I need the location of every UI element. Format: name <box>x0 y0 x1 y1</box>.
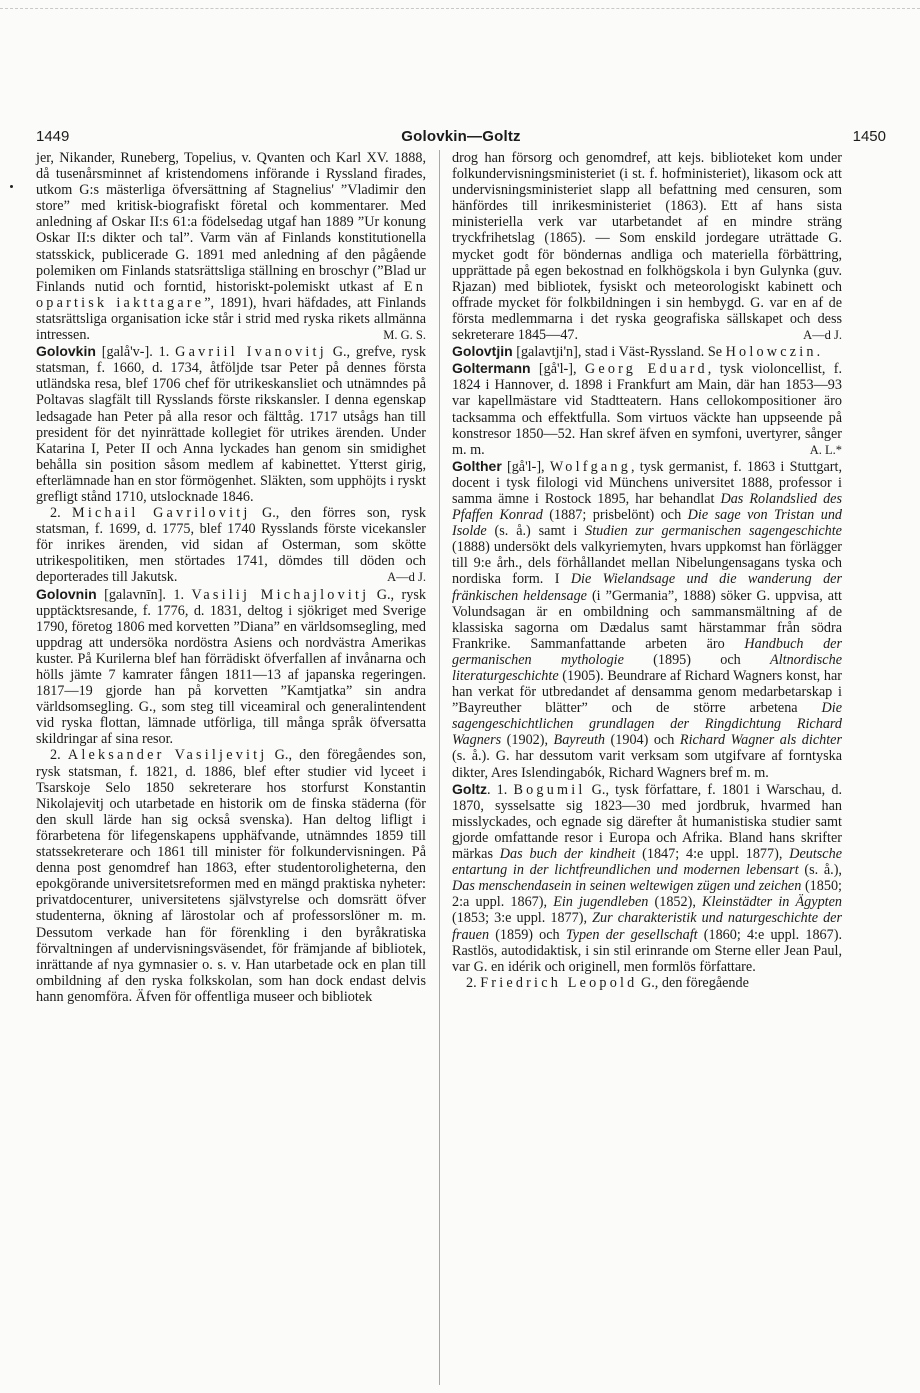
column-left <box>36 150 426 1005</box>
entry-goltz-2: 2. Friedrich Leopold G., den föregående <box>466 974 749 991</box>
page-number-right: 1450 <box>852 128 886 145</box>
margin-mark <box>10 185 13 188</box>
entry-golovnin-2: 2. Aleksander Vasiljevitj G., den föregåendes son, rysk statsman, f. 1821, d. 1886, blef efter studier vid lyceet i Tsarskoje Selo 1850 sekreterare hos storfurst Konstantin Nikolajevitj och utarbetade en historik om de finska städerna (för den skull lärde han sig också svenska). Han deltog lifligt i förarbetena för lifegenskapens upphäfvande, utnämndes 1859 till statssekreterare och 1861 till minister för folkundervisningen. På denna post genomdref han 1863, efter studentoroligheterna, den epokgörande universitetsreformen med en mängd praktiska nyheter: privatdocenturer, universitetens självstyrelse och domsrätt öfver studenterna, ökning af lärostolar och af professorslöner m. m. Dessutom verkade han för förenkling i den byråkratiska förvaltningen af undervisningsväsendet, för främjande af bibliotek, inrättande af nya gymnasier o. s. v. Han utarbetade ock en plan till ombildning af den ryska folkskolan, som han dock endast delvis hann genomföra. Äfven för offentliga museer och bibliotek <box>36 747 427 1005</box>
entry-golovkin-2: 2. Michail Gavrilovitj G., den förres son, rysk statsman, f. 1699, d. 1775, blef 1740 Rysslands förste vicekansler för inrikes ärenden, vid sidan af Osterman, som skötte utrikespolitiken, men störtades 1741, dömdes till döden och deporterades till Jakutsk. A—d J. <box>36 505 427 586</box>
page-header <box>36 128 886 150</box>
author-signature: A—d J. <box>387 570 426 585</box>
author-signature: A. L.* <box>809 442 842 457</box>
entry-golther: Golther [gå'l-], Wolfgang, tysk germanist, f. 1863 i Stuttgart, docent i tysk filologi vid Münchens universitet 1888, professor i samma ämne i Rostock 1895, har behandlat Das Rolandslied des Pfaffen Konrad (1887; prisbelönt) och Die sage von Tristan und Isolde (s. å.) samt i Studien zur germanischen sagengeschichte (1888) undersökt dels valkyriemyten, hvars uppkomst han förlägger till 9:e årh., dels förhållandet mellan Nibelungensagans tyska och nordiska form. I Die Wielandsage und die wanderung der fränkischen heldensage (i ”Germania”, 1888) söker G. uppvisa, att Volundsagan är en ombildning och sammansmältning af de klassiska sagorna om Dædalus samt härstammar från södra Frankrike. Sammanfattande arbeten äro Handbuch der germanischen mythologie (1895) och Altnordische literaturgeschichte (1905). Beundrare af Richard Wagners konst, har han verkat för utbredandet af densamma genom medarbetarskap i ”Bayreuther blätter” och de större arbetena Die sagengeschichtlichen grundlagen der Ringdichtung Richard Wagners (1902), Bayreuth (1904) och Richard Wagner als dichter (s. å.). G. har dessutom varit verksam som utgifvare af forntyska dikter, Ares Islendingabók, Richard Wagners bref m. m. <box>452 457 843 781</box>
entry-goltermann: Goltermann [gå'l-], Georg Eduard, tysk violoncellist, f. 1824 i Hannover, d. 1898 i Frankfurt am Main, där han 1853—93 var kapellmästare vid Stadtteatern. Hans cellokompositioner äro tacksamma och effektfulla. Som virtuos väckte han uppseende på konstresor 1850—52. Han skref äfven en symfoni, uvertyrer, sånger m. m. A. L.* <box>452 360 842 458</box>
entry-headword: Golovnin <box>36 585 97 602</box>
column-right <box>452 150 842 991</box>
entry-headword: Goltermann <box>452 360 531 377</box>
author-signature: A—d J. <box>803 328 842 343</box>
column-divider <box>439 150 440 1385</box>
entry-continuation: jer, Nikander, Runeberg, Topelius, v. Qvanten och Karl XV. 1888, då tusenårsminnet af kristendomens införande i Ryssland firades, utkom G:s mästerliga öfversättning af Stagnelius' ”Vladimir den store” med kritisk-biografiskt företal och kommentarer. Med anledning af Oskar II:s 61:a födelsedag utgaf han 1889 ”Ur konung Oskar II:s dikter och tal”. Varm vän af Finlands konstitutionella statsskick, publicerade G. 1891 med anledning af den pågående polemiken om Finlands statsrättsliga ställning en broschyr (”Blad ur Finlands nutid och forntid, historiskt-polemiskt utkast af En opartisk iakttagare”, 1891), hvari häfdades, att Finlands statsrättsliga organisation icke står i strid med ryska rikets allmänna intressen. M. G. S. <box>36 150 426 344</box>
entry-headword: Goltz <box>452 780 487 797</box>
author-signature: M. G. S. <box>383 328 426 343</box>
scan-edge-line <box>0 8 920 9</box>
entry-headword: Golther <box>452 457 502 474</box>
entry-headword: Golovkin <box>36 343 96 360</box>
entry-continuation: drog han försorg och genomdref, att kejs. biblioteket kom under folkundervisningsministeriet (i st. f. hofministeriet), likasom ock att undervisningsministeriet slapp all befattning med censuren, som hänfördes till inrikesministeriet (1863). Ett af hans sista ministeriella verk var utarbetandet af en mindre sträng tryckfrihetslag (1865). — Som enskild jordegare uträttade G. mycket godt för böndernas andliga och materiella förbättring, upprättade på egen bekostnad en folkhögskola i byn Gulynka (guv. Rjazan) med bibliotek, fysiskt och meteorologiskt kabinett och offrade mycket för folkbildningen i sin hembygd. G. var en af de första medlemmarna i det ryska geografiska sällskapet och dess sekreterare 1845—47. A—d J. <box>452 150 842 344</box>
entry-goltz: Goltz. 1. Bogumil G., tysk författare, f. 1801 i Warschau, d. 1870, sysselsatte sig 1823—30 med jordbruk, hvarmed han misslyckades, och egnade sig därefter åt humanistiska studier samt gjorde omfattande resor i Europa och Afrika. Bland hans skrifter märkas Das buch der kindheit (1847; 4:e uppl. 1877), Deutsche entartung in der lichtfreundlichen und modernen lebensart (s. å.), Das menschendasein in seinen weltewigen zügen und zeichen (1850; 2:a uppl. 1867), Ein jugendleben (1852), Kleinstädter in Ägypten (1853; 3:e uppl. 1877), Zur charakteristik und naturgeschichte der frauen (1859) och Typen der gesellschaft (1860; 4:e uppl. 1867). Rastlös, autodidaktisk, i sin stil erinrande om Sterne eller Jean Paul, var G. en idérik och originell, men formlös författare. <box>452 780 843 975</box>
entry-golovnin: Golovnin [galavnīn]. 1. Vasilij Michajlovitj G., rysk upptäcktsresande, f. 1776, d. 1831, deltog i sjökriget med Sverige 1790, företog 1806 med korvetten ”Diana” en världsomsegling, med uppdrag att undersöka nordöstra Asiens och nordvästra Amerikas kuster. På Kurilerna blef han förrädiskt öfverfallen af invånarna och hölls jämte 7 kamrater fången 1811—13 af japanska regeringen. 1817—19 gjorde han på korvetten ”Kamtjatka” sin andra världsomsegling. G., som steg till viceamiral och generalintendent vid ryska flottan, lämnade utförliga, till många språk öfversatta skildringar af sina resor. <box>36 585 426 748</box>
entry-headword: Golovtjin <box>452 343 513 360</box>
page-number-left: 1449 <box>36 128 70 145</box>
entry-golovtjin: Golovtjin [galavtji'n], stad i Väst-Ryssland. Se Holowczin. <box>452 343 821 361</box>
running-title: Golovkin—Goltz <box>401 128 521 145</box>
entry-golovkin: Golovkin [galå'v-]. 1. Gavriil Ivanovitj G., grefve, rysk statsman, f. 1660, d. 1734, åtföljde tsar Peter på dennes första utländska resa, blef 1706 chef för utrikeskansliet och utnämndes på Poltavas slagfält till Rysslands förste rikskansler. I denna egenskap ledsagade han Peter på alla resor och fälttåg. 1717 utsågs han till president för det nyinrättade kollegiet för utrikes ärenden. Under Katarina I, Peter II och Anna lyckades han genom sin smidighet behålla sin position såsom medlem af kabinettet. Ytterst girig, efterlämnade han en stor förmögenhet. Släkten, som upphöjts i ryskt grefligt stånd 1710, utslocknade 1846. <box>36 343 426 505</box>
